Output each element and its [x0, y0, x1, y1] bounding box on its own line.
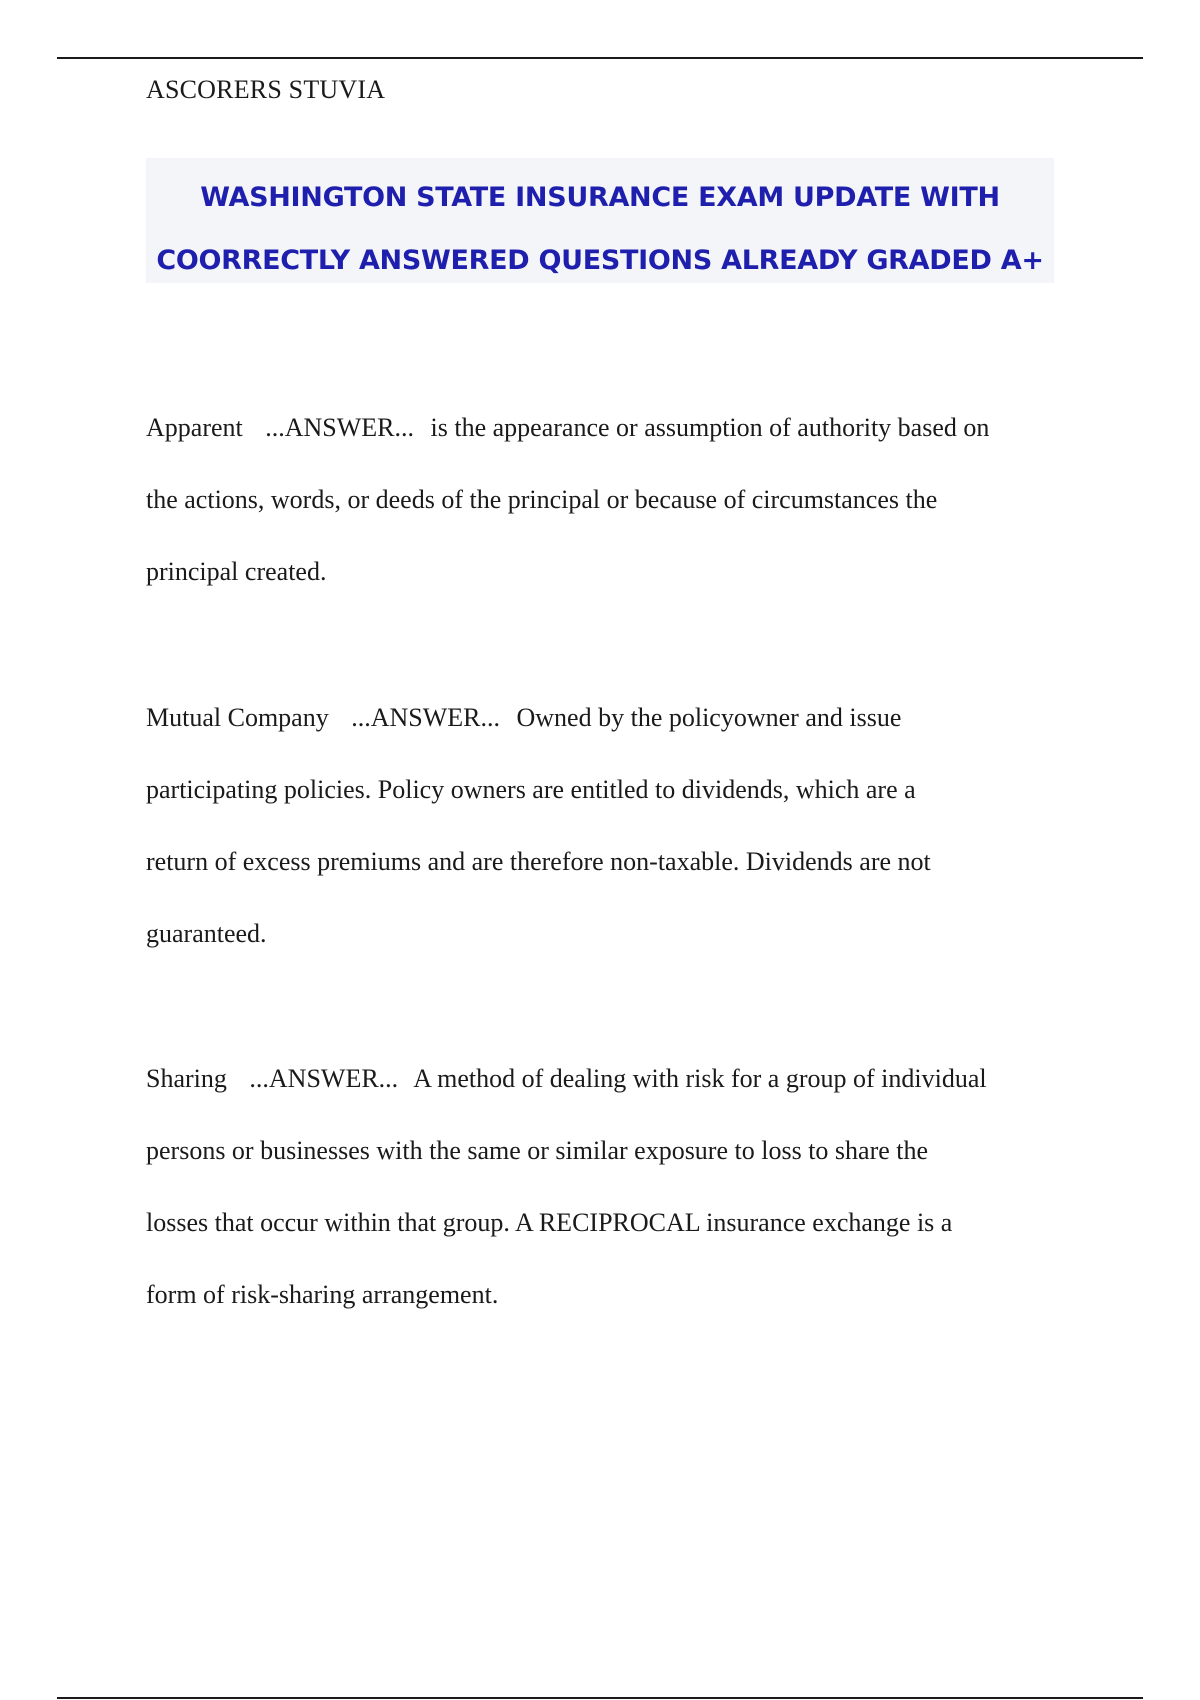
entry-text-line: guaranteed. — [146, 919, 267, 948]
entry-term: Sharing — [146, 1064, 227, 1093]
answer-marker: ...ANSWER... — [351, 703, 500, 732]
entry-text: is the appearance or assumption of authority based on — [430, 413, 990, 442]
answer-marker: ...ANSWER... — [265, 413, 415, 442]
bottom-rule — [57, 1697, 1143, 1699]
answer-marker: ...ANSWER... — [249, 1064, 399, 1093]
document-title-line-1: WASHINGTON STATE INSURANCE EXAM UPDATE WITH — [200, 182, 1000, 213]
entry-first-line — [146, 682, 1066, 754]
qa-entry-sharing — [146, 1043, 1066, 1331]
entry-term: Mutual Company — [146, 703, 329, 732]
entry-term: Apparent — [146, 413, 243, 442]
entry-text-line: participating policies. Policy owners are entitled to dividends, which are a — [146, 775, 916, 804]
entry-first-line — [146, 1043, 1066, 1115]
top-rule — [57, 57, 1143, 59]
entry-text-line: the actions, words, or deeds of the principal or because of circumstances the — [146, 485, 938, 514]
entry-text-line: form of risk-sharing arrangement. — [146, 1280, 499, 1309]
page-header: ASCORERS STUVIA — [146, 75, 386, 104]
entry-text-line: losses that occur within that group. A RECIPROCAL insurance exchange is a — [146, 1208, 953, 1237]
qa-entry-mutual-company — [146, 682, 1066, 970]
entry-text: A method of dealing with risk for a group of individual — [413, 1064, 987, 1093]
entry-text-line: persons or businesses with the same or similar exposure to loss to share the — [146, 1136, 929, 1165]
document-title-line-2: COORRECTLY ANSWERED QUESTIONS ALREADY GRADED A+ — [156, 245, 1044, 276]
qa-entry-apparent — [146, 392, 1066, 608]
entry-text-line: return of excess premiums and are therefore non-taxable. Dividends are not — [146, 847, 931, 876]
entry-text: Owned by the policyowner and issue — [516, 703, 902, 732]
document-title-box — [146, 158, 1054, 283]
entry-text-line: principal created. — [146, 557, 327, 586]
entry-first-line — [146, 392, 1066, 464]
